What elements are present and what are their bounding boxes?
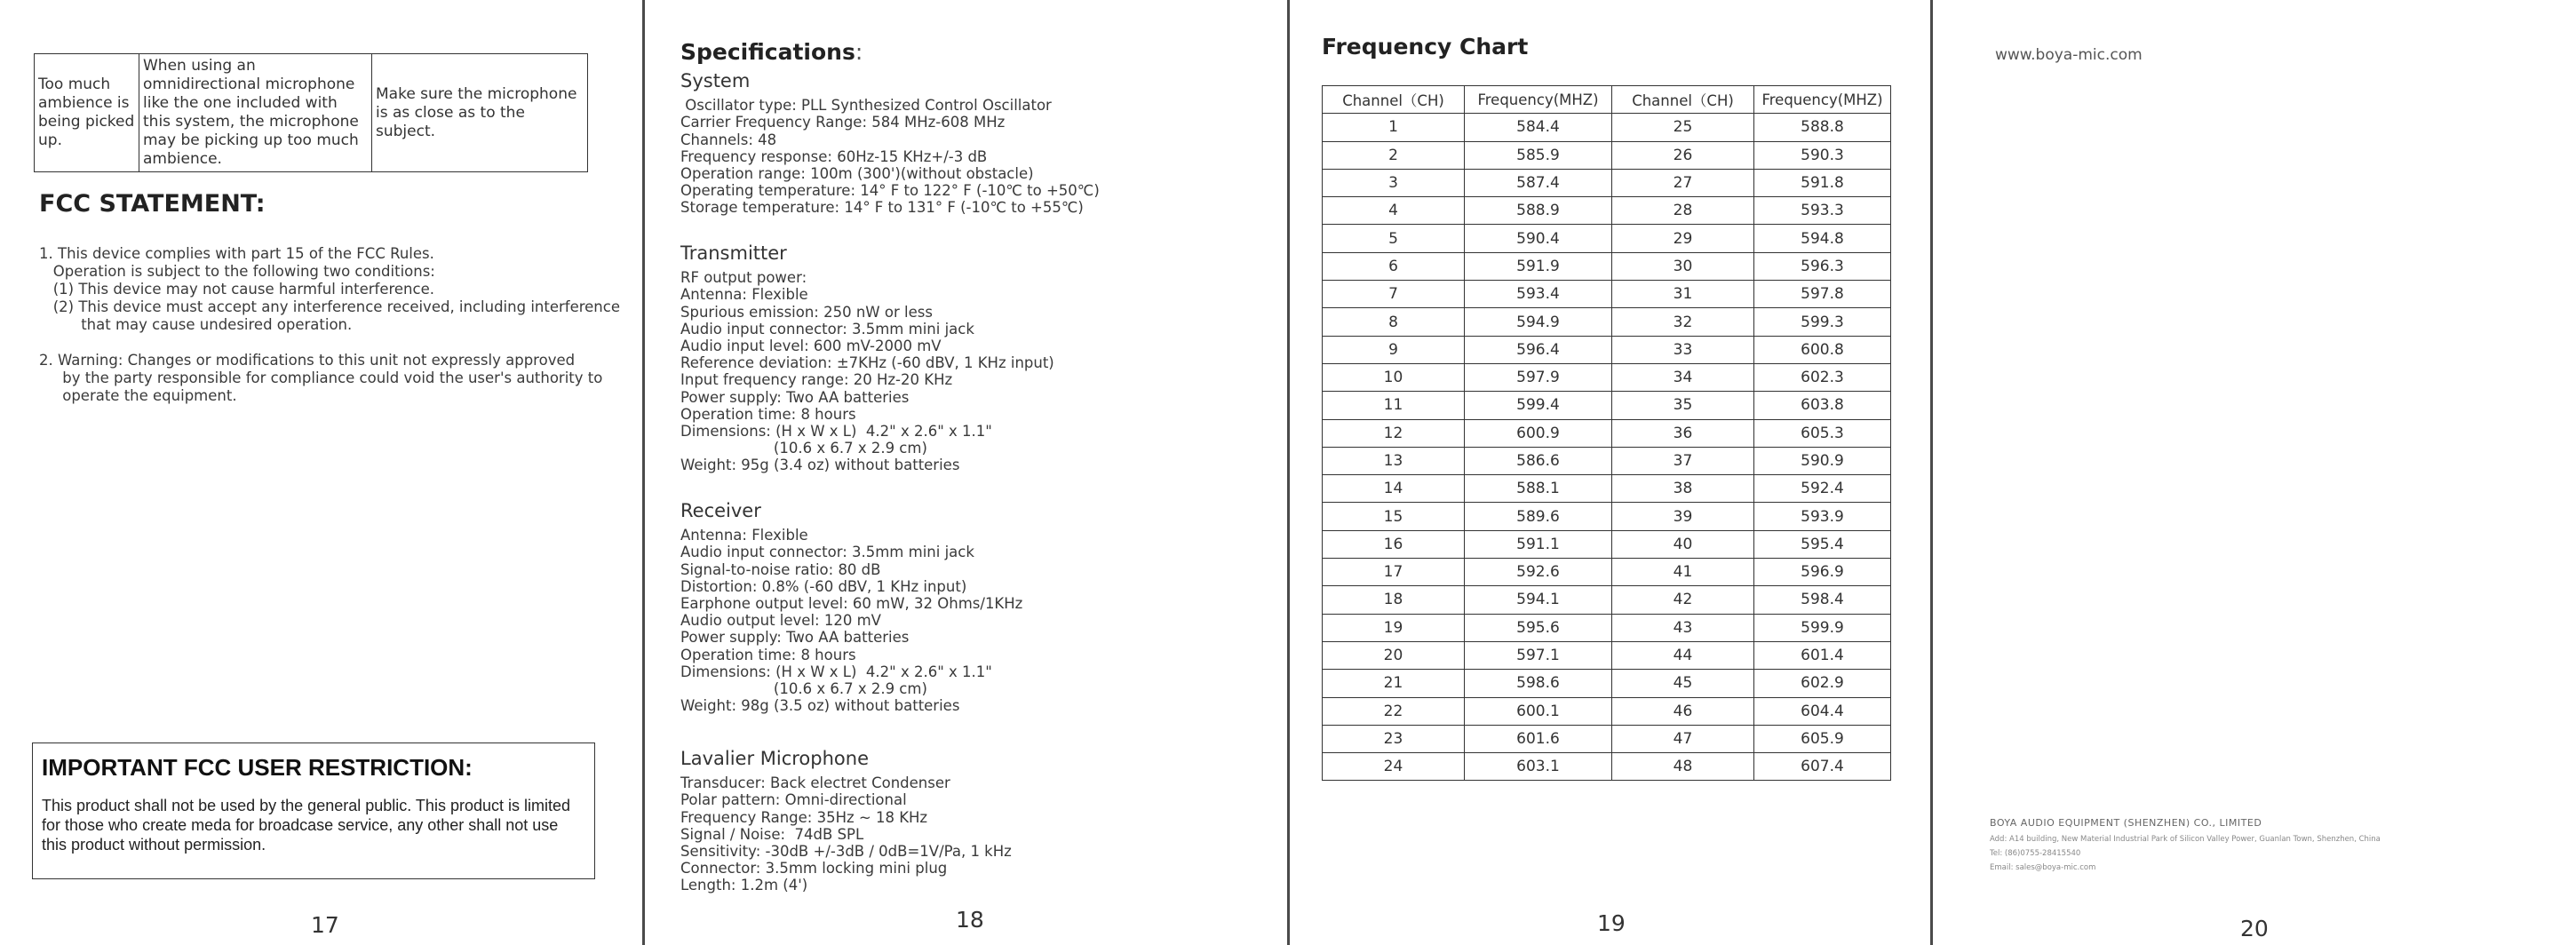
- text-line: Input frequency range: 20 Hz-20 KHz: [680, 371, 953, 389]
- frequency-cell: 599.9: [1754, 614, 1891, 641]
- text-line: [39, 334, 620, 352]
- frequency-cell: 598.4: [1754, 586, 1891, 614]
- restriction-title: IMPORTANT FCC USER RESTRICTION:: [42, 754, 473, 781]
- frequency-cell: 592.6: [1465, 559, 1612, 586]
- channel-cell: 38: [1612, 475, 1754, 503]
- page-18: [645, 0, 1288, 945]
- frequency-cell: 590.4: [1465, 225, 1612, 252]
- channel-cell: 27: [1612, 169, 1754, 196]
- troubleshooting-table: [34, 53, 588, 172]
- table-row: [1323, 225, 1891, 252]
- text-line: Length: 1.2m (4'): [680, 877, 808, 894]
- channel-cell: 4: [1323, 197, 1465, 225]
- frequency-cell: 590.3: [1754, 141, 1891, 169]
- channel-cell: 16: [1323, 530, 1465, 558]
- frequency-cell: 588.1: [1465, 475, 1612, 503]
- text-line: Oscillator type: PLL Synthesized Control Oscillator: [680, 97, 1052, 115]
- cause-cell: When using an omnidirectional microphone like the one included with this system, the microphone may be picking up too much ambience.: [139, 54, 372, 172]
- channel-cell: 23: [1323, 725, 1465, 752]
- table-row: [1323, 197, 1891, 225]
- channel-cell: 15: [1323, 503, 1465, 530]
- text-line: operate the equipment.: [39, 387, 237, 404]
- text-line: Audio input connector: 3.5mm mini jack: [680, 544, 974, 561]
- table-row: [1323, 753, 1891, 781]
- column-header: Channel（CH): [1612, 86, 1754, 114]
- text-line: RF output power:: [680, 269, 807, 287]
- text-line: Spurious emission: 250 nW or less: [680, 303, 933, 321]
- channel-cell: 12: [1323, 419, 1465, 447]
- channel-cell: 33: [1612, 336, 1754, 363]
- frequency-cell: 588.8: [1754, 114, 1891, 141]
- company-name: BOYA AUDIO EQUIPMENT (SHENZHEN) CO., LIMITED: [1990, 817, 2262, 829]
- column-header: Frequency(MHZ): [1754, 86, 1891, 114]
- text-line: Signal / Noise: 74dB SPL: [680, 825, 864, 843]
- channel-cell: 34: [1612, 363, 1754, 391]
- frequency-cell: 594.8: [1754, 225, 1891, 252]
- table-row: [1323, 697, 1891, 725]
- text-line: Operation is subject to the following two conditions:: [39, 263, 435, 280]
- frequency-table-body: [1323, 114, 1891, 781]
- page-number: 18: [956, 907, 984, 933]
- channel-cell: 36: [1612, 419, 1754, 447]
- lavalier-section: [680, 750, 1012, 894]
- text-line: (10.6 x 6.7 x 2.9 cm): [680, 680, 927, 698]
- frequency-cell: 607.4: [1754, 753, 1891, 781]
- frequency-cell: 593.4: [1465, 281, 1612, 308]
- frequency-cell: 602.9: [1754, 670, 1891, 697]
- text-line: Weight: 98g (3.5 oz) without batteries: [680, 697, 960, 715]
- frequency-cell: 593.3: [1754, 197, 1891, 225]
- frequency-cell: 603.1: [1465, 753, 1612, 781]
- table-row: [1323, 114, 1891, 141]
- text-line: Audio output level: 120 mV: [680, 612, 881, 630]
- channel-cell: 29: [1612, 225, 1754, 252]
- channel-cell: 9: [1323, 336, 1465, 363]
- text-line: Storage temperature: 14° F to 131° F (-10℃ to +55℃): [680, 199, 1084, 217]
- frequency-cell: 605.3: [1754, 419, 1891, 447]
- text-line: Frequency Range: 35Hz ~ 18 KHz: [680, 808, 928, 826]
- text-line: Operation time: 8 hours: [680, 646, 856, 663]
- text-line: Audio input level: 600 mV-2000 mV: [680, 338, 942, 355]
- channel-cell: 28: [1612, 197, 1754, 225]
- table-row: [1323, 169, 1891, 196]
- table-row: [1323, 336, 1891, 363]
- frequency-cell: 594.9: [1465, 308, 1612, 336]
- text-line: Antenna: Flexible: [680, 286, 808, 304]
- frequency-cell: 602.3: [1754, 363, 1891, 391]
- channel-cell: 21: [1323, 670, 1465, 697]
- channel-cell: 41: [1612, 559, 1754, 586]
- text-line: Dimensions: (H x W x L) 4.2" x 2.6" x 1.1": [680, 663, 992, 680]
- frequency-cell: 595.6: [1465, 614, 1612, 641]
- channel-cell: 2: [1323, 141, 1465, 169]
- channel-cell: 43: [1612, 614, 1754, 641]
- frequency-cell: 596.4: [1465, 336, 1612, 363]
- channel-cell: 35: [1612, 392, 1754, 419]
- channel-cell: 37: [1612, 447, 1754, 474]
- page-19: [1290, 0, 1931, 945]
- text-line: Dimensions: (H x W x L) 4.2" x 2.6" x 1.1": [680, 423, 992, 441]
- specifications-title-colon: :: [855, 39, 863, 65]
- table-row: [1323, 392, 1891, 419]
- restriction-body: This product shall not be used by the general public. This product is limited for those who create meda for broadcase service, any other shall not use this product without permission.: [42, 797, 570, 854]
- text-line: (10.6 x 6.7 x 2.9 cm): [680, 440, 927, 457]
- section-heading: Lavalier Microphone: [680, 748, 869, 769]
- frequency-cell: 605.9: [1754, 725, 1891, 752]
- channel-cell: 10: [1323, 363, 1465, 391]
- page-20: [1933, 0, 2576, 945]
- table-header-row: [1323, 86, 1891, 114]
- channel-cell: 1: [1323, 114, 1465, 141]
- frequency-cell: 601.6: [1465, 725, 1612, 752]
- frequency-cell: 588.9: [1465, 197, 1612, 225]
- frequency-cell: 600.1: [1465, 697, 1612, 725]
- table-row: [1323, 252, 1891, 280]
- frequency-cell: 590.9: [1754, 447, 1891, 474]
- table-row: [1323, 141, 1891, 169]
- page-number: 20: [2240, 916, 2269, 941]
- table-row: [35, 54, 588, 172]
- frequency-cell: 600.8: [1754, 336, 1891, 363]
- text-line: Distortion: 0.8% (-60 dBV, 1 KHz input): [680, 577, 967, 595]
- text-line: 1. This device complies with part 15 of the FCC Rules.: [39, 245, 434, 262]
- receiver-section: [680, 500, 1023, 715]
- frequency-cell: 585.9: [1465, 141, 1612, 169]
- text-line: that may cause undesired operation.: [39, 316, 353, 333]
- channel-cell: 6: [1323, 252, 1465, 280]
- problem-cell: Too much ambience is being picked up.: [35, 54, 139, 172]
- text-line: Antenna: Flexible: [680, 527, 808, 544]
- channel-cell: 11: [1323, 392, 1465, 419]
- page-number: 19: [1597, 910, 1626, 936]
- frequency-cell: 587.4: [1465, 169, 1612, 196]
- text-line: Power supply: Two AA batteries: [680, 629, 910, 647]
- channel-cell: 47: [1612, 725, 1754, 752]
- text-line: Sensitivity: -30dB +/-3dB / 0dB=1V/Pa, 1 kHz: [680, 843, 1012, 861]
- frequency-cell: 597.1: [1465, 641, 1612, 669]
- text-line: Frequency response: 60Hz-15 KHz+/-3 dB: [680, 147, 988, 165]
- table-row: [1323, 475, 1891, 503]
- company-tel: Tel: (86)0755-28415540: [1990, 849, 2081, 858]
- channel-cell: 17: [1323, 559, 1465, 586]
- channel-cell: 46: [1612, 697, 1754, 725]
- fcc-statement-list: [39, 245, 620, 405]
- channel-cell: 13: [1323, 447, 1465, 474]
- table-row: [1323, 530, 1891, 558]
- channel-cell: 39: [1612, 503, 1754, 530]
- frequency-cell: 597.9: [1465, 363, 1612, 391]
- channel-cell: 32: [1612, 308, 1754, 336]
- frequency-cell: 603.8: [1754, 392, 1891, 419]
- solution-cell: Make sure the microphone is as close as to the subject.: [372, 54, 588, 172]
- table-row: [1323, 670, 1891, 697]
- table-row: [1323, 308, 1891, 336]
- section-heading: Transmitter: [680, 242, 787, 264]
- channel-cell: 40: [1612, 530, 1754, 558]
- frequency-cell: 596.9: [1754, 559, 1891, 586]
- table-row: [1323, 447, 1891, 474]
- frequency-cell: 586.6: [1465, 447, 1612, 474]
- channel-cell: 18: [1323, 586, 1465, 614]
- fcc-restriction-box: [32, 742, 595, 879]
- text-line: Operating temperature: 14° F to 122° F (-10℃ to +50℃): [680, 182, 1100, 200]
- frequency-cell: 600.9: [1465, 419, 1612, 447]
- text-line: Weight: 95g (3.4 oz) without batteries: [680, 457, 960, 474]
- channel-cell: 14: [1323, 475, 1465, 503]
- company-email: Email: sales@boya-mic.com: [1990, 863, 2096, 872]
- page-number: 17: [311, 912, 339, 938]
- text-line: Operation time: 8 hours: [680, 405, 856, 423]
- text-line: Audio input connector: 3.5mm mini jack: [680, 320, 974, 338]
- channel-cell: 48: [1612, 753, 1754, 781]
- channel-cell: 45: [1612, 670, 1754, 697]
- table-row: [1323, 281, 1891, 308]
- frequency-cell: 601.4: [1754, 641, 1891, 669]
- channel-cell: 42: [1612, 586, 1754, 614]
- channel-cell: 44: [1612, 641, 1754, 669]
- text-line: Channels: 48: [680, 131, 777, 148]
- frequency-cell: 591.8: [1754, 169, 1891, 196]
- frequency-chart-title: Frequency Chart: [1322, 34, 1529, 60]
- frequency-cell: 591.9: [1465, 252, 1612, 280]
- specifications-title: [680, 39, 863, 65]
- frequency-table: [1322, 85, 1891, 781]
- transmitter-section: [680, 242, 1054, 474]
- table-row: [1323, 725, 1891, 752]
- frequency-cell: 598.6: [1465, 670, 1612, 697]
- text-line: Signal-to-noise ratio: 80 dB: [680, 560, 881, 578]
- channel-cell: 22: [1323, 697, 1465, 725]
- channel-cell: 19: [1323, 614, 1465, 641]
- frequency-cell: 599.4: [1465, 392, 1612, 419]
- spec-lines: [680, 97, 1100, 216]
- website-url: www.boya-mic.com: [1995, 46, 2143, 64]
- text-line: Transducer: Back electret Condenser: [680, 774, 950, 792]
- frequency-cell: 597.8: [1754, 281, 1891, 308]
- text-line: Carrier Frequency Range: 584 MHz-608 MHz: [680, 114, 1006, 131]
- text-line: 2. Warning: Changes or modifications to this unit not expressly approved: [39, 352, 576, 369]
- channel-cell: 26: [1612, 141, 1754, 169]
- frequency-cell: 599.3: [1754, 308, 1891, 336]
- text-line: Connector: 3.5mm locking mini plug: [680, 860, 948, 878]
- frequency-cell: 591.1: [1465, 530, 1612, 558]
- text-line: Reference deviation: ±7KHz (-60 dBV, 1 KHz input): [680, 354, 1054, 372]
- table-row: [1323, 559, 1891, 586]
- text-line: Power supply: Two AA batteries: [680, 388, 910, 406]
- fcc-statement-title: FCC STATEMENT:: [39, 190, 266, 218]
- channel-cell: 5: [1323, 225, 1465, 252]
- table-row: [1323, 614, 1891, 641]
- spec-lines: [680, 774, 1012, 893]
- system-section: [680, 70, 1100, 217]
- channel-cell: 20: [1323, 641, 1465, 669]
- text-line: Earphone output level: 60 mW, 32 Ohms/1KHz: [680, 595, 1023, 613]
- table-row: [1323, 363, 1891, 391]
- spec-lines: [680, 269, 1054, 473]
- company-address: Add: A14 building, New Material Industrial Park of Silicon Valley Power, Guanlan Town, Shenzhen, China: [1990, 835, 2381, 844]
- specifications-title-text: Specifications: [680, 39, 855, 65]
- column-header: Frequency(MHZ): [1465, 86, 1612, 114]
- page-17: [0, 0, 643, 945]
- text-line: (1) This device may not cause harmful interference.: [39, 281, 434, 298]
- channel-cell: 24: [1323, 753, 1465, 781]
- table-row: [1323, 641, 1891, 669]
- channel-cell: 30: [1612, 252, 1754, 280]
- text-line: Polar pattern: Omni-directional: [680, 791, 907, 809]
- column-header: Channel（CH): [1323, 86, 1465, 114]
- frequency-cell: 596.3: [1754, 252, 1891, 280]
- channel-cell: 31: [1612, 281, 1754, 308]
- frequency-cell: 595.4: [1754, 530, 1891, 558]
- channel-cell: 3: [1323, 169, 1465, 196]
- frequency-cell: 593.9: [1754, 503, 1891, 530]
- channel-cell: 7: [1323, 281, 1465, 308]
- table-row: [1323, 586, 1891, 614]
- text-line: by the party responsible for compliance could void the user's authority to: [39, 369, 603, 386]
- channel-cell: 8: [1323, 308, 1465, 336]
- text-line: (2) This device must accept any interference received, including interference: [39, 298, 620, 315]
- spec-lines: [680, 527, 1022, 714]
- section-heading: Receiver: [680, 500, 761, 521]
- table-row: [1323, 419, 1891, 447]
- text-line: Operation range: 100m (300')(without obstacle): [680, 165, 1034, 183]
- frequency-cell: 594.1: [1465, 586, 1612, 614]
- channel-cell: 25: [1612, 114, 1754, 141]
- frequency-cell: 584.4: [1465, 114, 1612, 141]
- section-heading: System: [680, 70, 751, 91]
- frequency-cell: 589.6: [1465, 503, 1612, 530]
- frequency-cell: 592.4: [1754, 475, 1891, 503]
- frequency-cell: 604.4: [1754, 697, 1891, 725]
- table-row: [1323, 503, 1891, 530]
